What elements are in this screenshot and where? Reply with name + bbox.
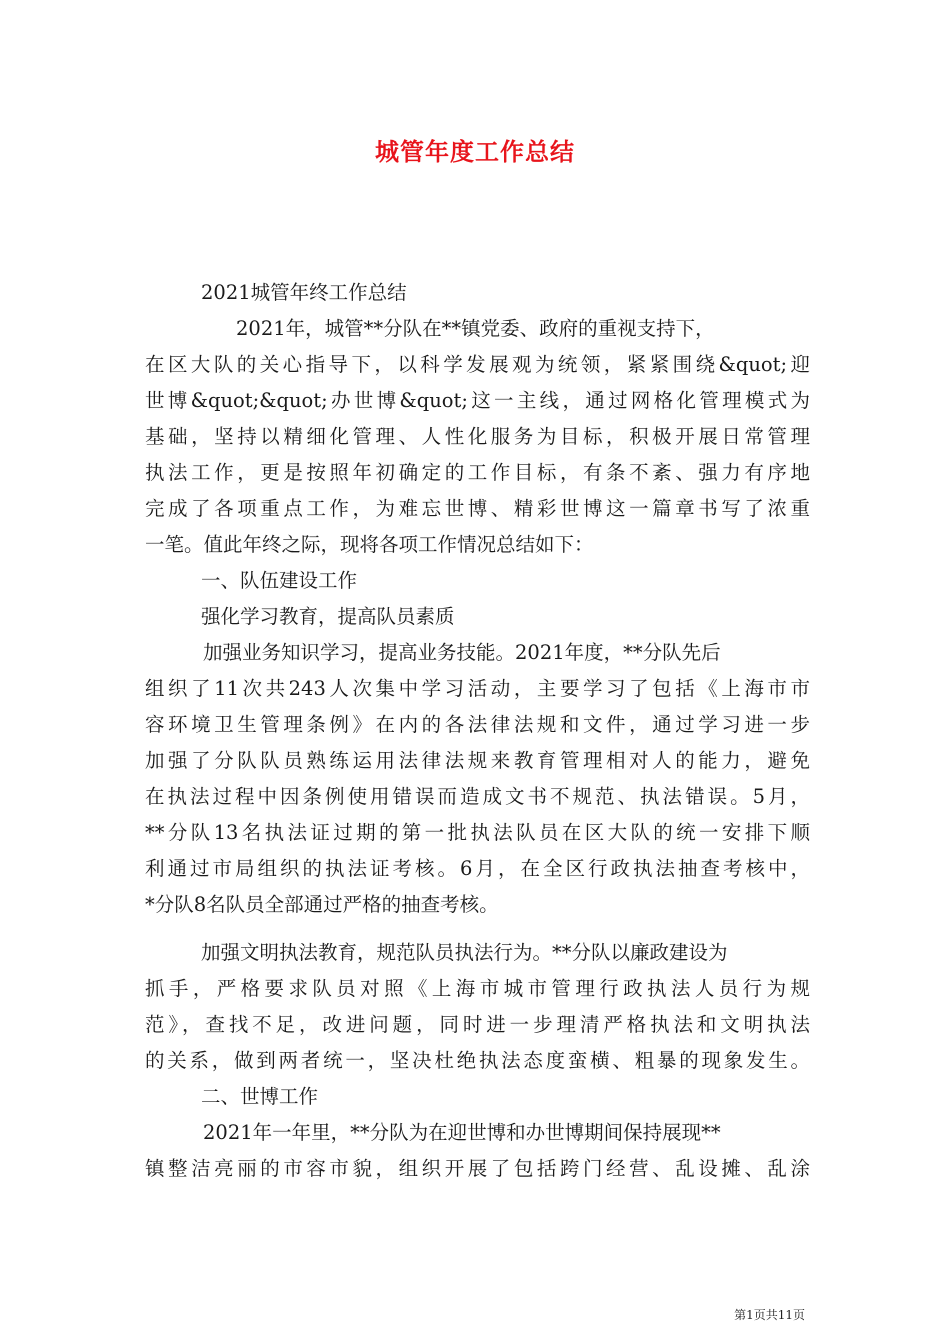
body-line: 范》，查找不足，改进问题，同时进一步理清严格执法和文明执法 (145, 1013, 810, 1036)
body-line: 在执法过程中因条例使用错误而造成文书不规范、执法错误。5月， (145, 785, 810, 808)
body-line: 2021年，城管**分队在**镇党委、政府的重视支持下， (236, 317, 715, 340)
body-line: 组织了11次共243人次集中学习活动，主要学习了包括《上海市市 (145, 677, 810, 700)
page-number: 第1页共11页 (734, 1308, 805, 1322)
body-line: 2021年一年里，**分队为在迎世博和办世博期间保持展现** (203, 1121, 721, 1144)
body-line: 抓手，严格要求队员对照《上海市城市管理行政执法人员行为规 (145, 977, 810, 1000)
body-line: 完成了各项重点工作，为难忘世博、精彩世博这一篇章书写了浓重 (145, 497, 810, 520)
body-line: **分队13名执法证过期的第一批执法队员在区大队的统一安排下顺 (145, 821, 810, 844)
body-line: 2021城管年终工作总结 (201, 281, 407, 304)
body-line: 执法工作，更是按照年初确定的工作目标，有条不紊、强力有序地 (145, 461, 810, 484)
body-line: 一笔。值此年终之际，现将各项工作情况总结如下： (145, 533, 594, 556)
section-heading: 二、世博工作 (201, 1085, 319, 1108)
body-line: 利通过市局组织的执法证考核。6月，在全区行政执法抽查考核中， (145, 857, 810, 880)
body-line: *分队8名队员全部通过严格的抽查考核。 (145, 893, 499, 916)
body-line: 在区大队的关心指导下，以科学发展观为统领，紧紧围绕&quot;迎 (145, 353, 810, 376)
subsection-heading: 强化学习教育，提高队员素质 (201, 605, 455, 628)
body-line: 容环境卫生管理条例》在内的各法律法规和文件，通过学习进一步 (145, 713, 810, 736)
body-line: 加强业务知识学习，提高业务技能。2021年度，**分队先后 (203, 641, 721, 664)
section-heading: 一、队伍建设工作 (201, 569, 358, 592)
body-line: 的关系，做到两者统一，坚决杜绝执法态度蛮横、粗暴的现象发生。 (145, 1049, 810, 1072)
body-line: 镇整洁亮丽的市容市貌，组织开展了包括跨门经营、乱设摊、乱涂 (145, 1157, 810, 1180)
body-line: 基础，坚持以精细化管理、人性化服务为目标，积极开展日常管理 (145, 425, 810, 448)
body-line: 加强文明执法教育，规范队员执法行为。**分队以廉政建设为 (201, 941, 728, 964)
body-line: 世博&quot;&quot;办世博&quot;这一主线，通过网格化管理模式为 (145, 389, 810, 412)
document-title: 城管年度工作总结 (375, 137, 575, 166)
body-line: 加强了分队队员熟练运用法律法规来教育管理相对人的能力，避免 (145, 749, 810, 772)
